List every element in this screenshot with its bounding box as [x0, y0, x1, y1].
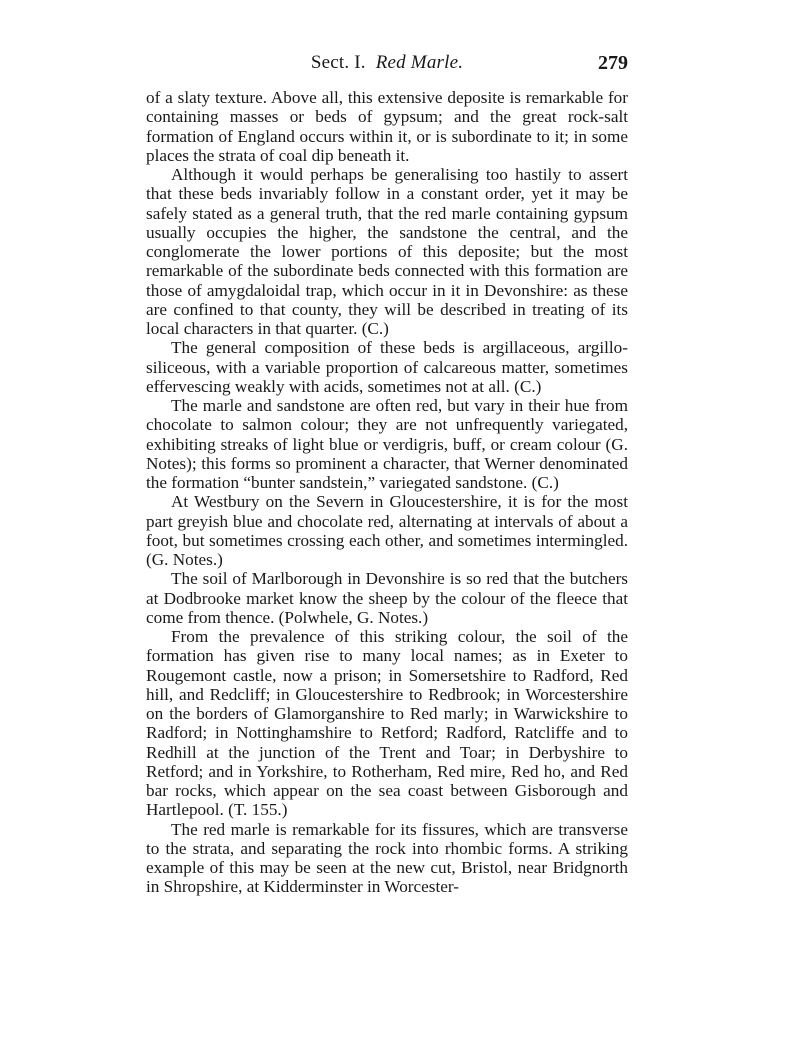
paragraph: Although it would perhaps be generalising too hastily to assert that these beds invariably follow in a constant order, yet it may be safely stated as a general truth, that the red marle containing gypsum usually occupies the higher, the sandstone the central, and the conglomerate the lower portions of this deposite; but the most remarkable of the subordinate beds connected with this formation are those of amygdaloidal trap, which occur in it in Devonshire: as these are confined to that county, they will be described in treating of its local characters in that quarter. (C.): [146, 165, 628, 338]
paragraph: The marle and sandstone are often red, but vary in their hue from chocolate to salmon colour; they are not unfrequently variegated, exhibiting streaks of light blue or verdigris, buff, or cream colour (G. Notes); this forms so prominent a character, that Werner denominated the formation “bunter sandstein,” variegated sandstone. (C.): [146, 396, 628, 492]
running-head: [146, 50, 628, 76]
page-number: 279: [598, 52, 628, 74]
paragraph: At Westbury on the Severn in Gloucestershire, it is for the most part greyish blue and chocolate red, alternating at intervals of about a foot, but sometimes crossing each other, and sometimes intermingled. (G. Notes.): [146, 492, 628, 569]
paragraph: The soil of Marlborough in Devonshire is so red that the butchers at Dodbrooke market know the sheep by the colour of the fleece that come from thence. (Polwhele, G. Notes.): [146, 569, 628, 627]
paragraph-continued: of a slaty texture. Above all, this extensive deposite is remarkable for containing masses or beds of gypsum; and the great rock-salt formation of England occurs within it, or is subordinate to it; in some places the strata of coal dip beneath it.: [146, 88, 628, 165]
paragraph: The red marle is remarkable for its fissures, which are transverse to the strata, and separating the rock into rhombic forms. A striking example of this may be seen at the new cut, Bristol, near Bridgnorth in Shropshire, at Kidderminster in Worcester-: [146, 819, 628, 897]
body-text: [146, 88, 628, 897]
paragraph: The general composition of these beds is argillaceous, argillo-siliceous, with a variable proportion of calcareous matter, sometimes effervescing weakly with acids, sometimes not at all. (C.): [146, 338, 628, 396]
paragraph: From the prevalence of this striking colour, the soil of the formation has given rise to many local names; as in Exeter to Rougemont castle, now a prison; in Somersetshire to Radford, Red hill, and Redcliff; in Gloucestershire to Redbrook; in Worcestershire on the borders of Glamorganshire to Red marly; in Warwickshire to Radford; in Nottinghamshire to Retford; Radford, Ratcliffe and to Redhill at the junction of the Trent and Toar; in Derbyshire to Retford; and in Yorkshire, to Rotherham, Red mire, Red ho, and Red bar rocks, which appear on the sea coast between Gisborough and Hartlepool. (T. 155.): [146, 627, 628, 820]
section-topic: Red Marle.: [375, 52, 464, 73]
section-label: Sect. I.: [310, 52, 366, 73]
running-title: [146, 50, 628, 76]
